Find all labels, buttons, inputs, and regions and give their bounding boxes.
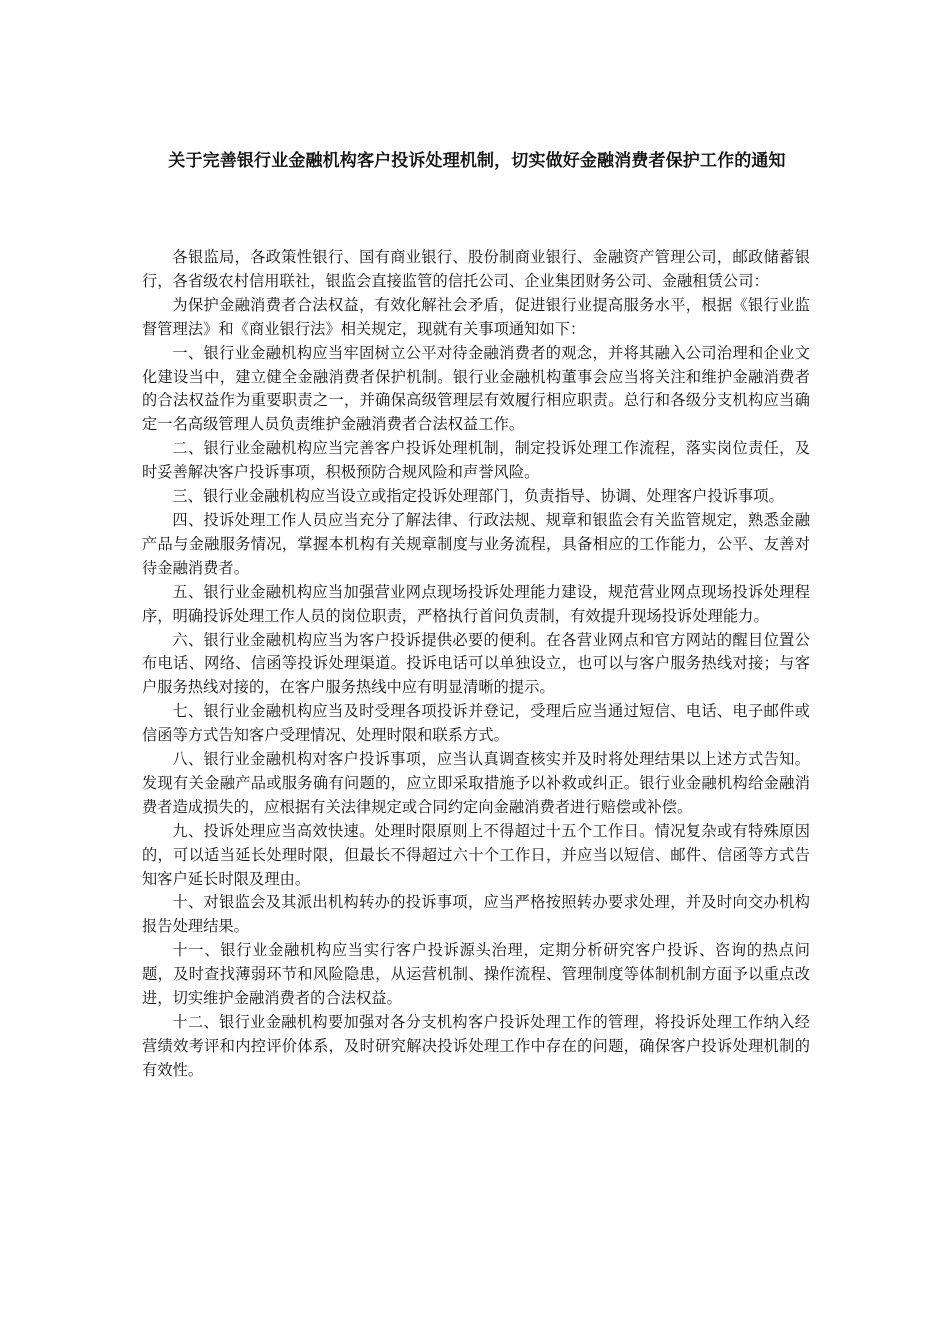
document-title: 关于完善银行业金融机构客户投诉处理机制，切实做好金融消费者保护工作的通知 bbox=[168, 151, 786, 171]
paragraph-item-5: 五、银行业金融机构应当加强营业网点现场投诉处理能力建设，规范营业网点现场投诉处理程序，明确投诉处理工作人员的岗位职责，严格执行首问负责制，有效提升现场投诉处理能力。 bbox=[142, 582, 810, 625]
paragraph-item-9: 九、投诉处理应当高效快速。处理时限原则上不得超过十五个工作日。情况复杂或有特殊原因的，可以适当延长处理时限，但最长不得超过六十个工作日，并应当以短信、邮件、信函等方式告知客户延长时限及理由。 bbox=[142, 821, 810, 888]
paragraph-item-2: 二、银行业金融机构应当完善客户投诉处理机制，制定投诉处理工作流程，落实岗位责任，及时妥善解决客户投诉事项，积极预防合规风险和声誉风险。 bbox=[142, 439, 810, 482]
paragraph-item-12: 十二、银行业金融机构要加强对各分支机构客户投诉处理工作的管理，将投诉处理工作纳入经营绩效考评和内控评价体系，及时研究解决投诉处理工作中存在的问题，确保客户投诉处理机制的有效性。 bbox=[142, 1013, 810, 1079]
paragraph-item-4: 四、投诉处理工作人员应当充分了解法律、行政法规、规章和银监会有关监管规定，熟悉金融产品与金融服务情况，掌握本机构有关规章制度与业务流程，具备相应的工作能力，公平、友善对待金融消费者。 bbox=[142, 510, 810, 577]
paragraph-item-10: 十、对银监会及其派出机构转办的投诉事项，应当严格按照转办要求处理，并及时向交办机构报告处理结果。 bbox=[142, 893, 810, 936]
paragraph-preamble: 为保护金融消费者合法权益，有效化解社会矛盾，促进银行业提高服务水平，根据《银行业监督管理法》和《商业银行法》相关规定，现就有关事项通知如下： bbox=[142, 295, 810, 338]
paragraph-item-8: 八、银行业金融机构对客户投诉事项，应当认真调查核实并及时将处理结果以上述方式告知。发现有关金融产品或服务确有问题的，应立即采取措施予以补救或纠正。银行业金融机构给金融消费者造成损失的，应根据有关法律规定或合同约定向金融消费者进行赔偿或补偿。 bbox=[142, 750, 810, 816]
paragraph-item-1: 一、银行业金融机构应当牢固树立公平对待金融消费者的观念，并将其融入公司治理和企业文化建设当中，建立健全金融消费者保护机制。银行业金融机构董事会应当将关注和维护金融消费者的合法权益作为重要职责之一，并确保高级管理层有效履行相应职责。总行和各级分支机构应当确定一名高级管理人员负责维护金融消费者合法权益工作。 bbox=[142, 343, 810, 434]
document-body bbox=[142, 246, 810, 1083]
paragraph-item-6: 六、银行业金融机构应当为客户投诉提供必要的便利。在各营业网点和官方网站的醒目位置公布电话、网络、信函等投诉处理渠道。投诉电话可以单独设立，也可以与客户服务热线对接；与客户服务热线对接的，在客户服务热线中应有明显清晰的提示。 bbox=[142, 630, 810, 697]
paragraph-item-3: 三、银行业金融机构应当设立或指定投诉处理部门，负责指导、协调、处理客户投诉事项。 bbox=[172, 487, 784, 506]
paragraph-item-11: 十一、银行业金融机构应当实行客户投诉源头治理，定期分析研究客户投诉、咨询的热点问题，及时查找薄弱环节和风险隐患，从运营机制、操作流程、管理制度等体制机制方面予以重点改进，切实维护金融消费者的合法权益。 bbox=[142, 941, 810, 1008]
paragraph-item-7: 七、银行业金融机构应当及时受理各项投诉并登记，受理后应当通过短信、电话、电子邮件或信函等方式告知客户受理情况、处理时限和联系方式。 bbox=[142, 702, 810, 745]
paragraph-addressees: 各银监局，各政策性银行、国有商业银行、股份制商业银行、金融资产管理公司，邮政储蓄银行，各省级农村信用联社，银监会直接监管的信托公司、企业集团财务公司、金融租赁公司： bbox=[142, 248, 810, 290]
